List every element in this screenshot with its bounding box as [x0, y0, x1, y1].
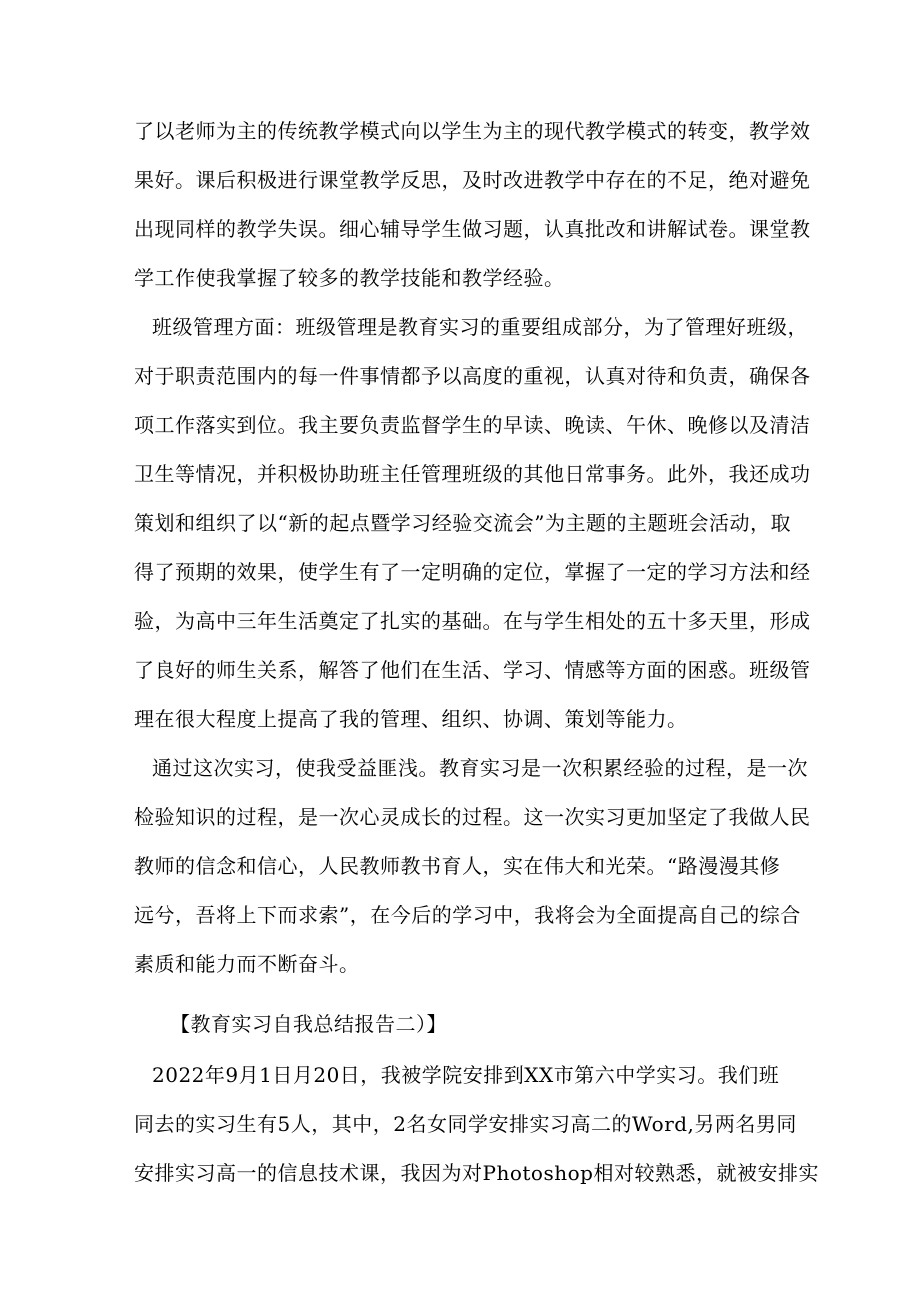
- text-line: 2022年9月1日月20日，我被学院安排到XX市第六中学实习。我们班: [152, 1063, 780, 1087]
- text-line: 安排实习高一的信息技术课，我因为对Photoshop相对较熟悉，就被安排实: [134, 1161, 819, 1185]
- text-line: 远兮，吾将上下而求索”，在今后的学习中，我将会为全面提高自己的综合: [134, 903, 801, 927]
- text-line: 检验知识的过程，是一次心灵成长的过程。这一次实习更加坚定了我做人民: [134, 805, 811, 829]
- text-line: 了良好的师生关系，解答了他们在生活、学习、情感等方面的困惑。班级管: [134, 658, 811, 682]
- section-heading: 【教育实习自我总结报告二）】: [170, 1012, 447, 1036]
- text-line: 班级管理方面：班级管理是教育实习的重要组成部分，为了管理好班级，: [152, 315, 808, 339]
- text-line: 策划和组织了以“新的起点暨学习经验交流会”为主题的主题班会活动，取: [134, 511, 791, 535]
- text-line: 果好。课后积极进行课堂教学反思，及时改进教学中存在的不足，绝对避免: [134, 168, 811, 192]
- text-line: 得了预期的效果，使学生有了一定明确的定位，掌握了一定的学习方法和经: [134, 560, 811, 584]
- text-line: 通过这次实习，使我受益匪浅。教育实习是一次积累经验的过程，是一次: [152, 756, 808, 780]
- text-line: 了以老师为主的传统教学模式向以学生为主的现代教学模式的转变，教学效: [134, 119, 811, 143]
- text-line: 对于职责范围内的每一件事情都予以高度的重视，认真对待和负责，确保各: [134, 364, 811, 388]
- text-line: 同去的实习生有5人，其中，2名女同学安排实习高二的Word,另两名男同: [134, 1112, 797, 1136]
- text-line: 出现同样的教学失误。细心辅导学生做习题，认真批改和讲解试卷。课堂教: [134, 217, 811, 241]
- text-line: 项工作落实到位。我主要负责监督学生的早读、晚读、午休、晚修以及清洁: [134, 413, 811, 437]
- text-line: 教师的信念和信心，人民教师教书育人，实在伟大和光荣。“路漫漫其修: [134, 854, 781, 878]
- text-line: 卫生等情况，并积极协助班主任管理班级的其他日常事务。此外，我还成功: [134, 462, 811, 486]
- text-line: 理在很大程度上提高了我的管理、组织、协调、策划等能力。: [134, 707, 688, 731]
- text-line: 验，为高中三年生活奠定了扎实的基础。在与学生相处的五十多天里，形成: [134, 609, 811, 633]
- text-line: 学工作使我掌握了较多的教学技能和教学经验。: [134, 266, 565, 290]
- text-line: 素质和能力而不断奋斗。: [134, 952, 360, 976]
